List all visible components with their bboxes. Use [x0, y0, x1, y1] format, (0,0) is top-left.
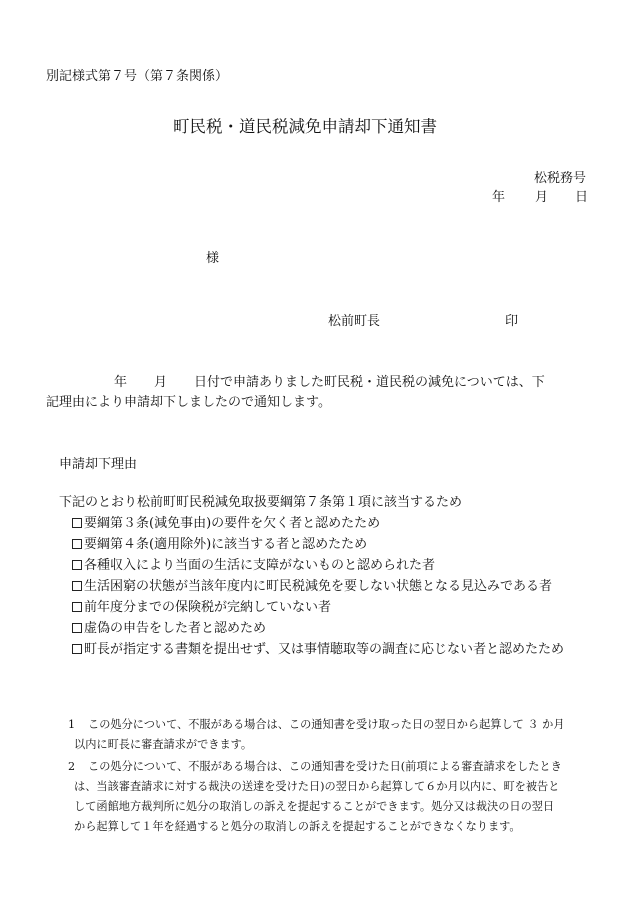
reason-item	[72, 643, 564, 656]
note-line: 以内に町長に審査請求ができます。	[74, 738, 253, 751]
date-day: 日	[575, 190, 589, 205]
checkbox	[72, 518, 82, 528]
checkbox	[72, 644, 82, 654]
checkbox	[72, 539, 82, 549]
checkbox	[72, 602, 82, 612]
reason-text: 要綱第３条(減免事由)の要件を欠く者と認めたため	[84, 516, 381, 531]
reason-item	[72, 622, 266, 635]
form-label: 別記様式第７号（第７条関係）	[46, 69, 229, 84]
body-year: 年	[114, 375, 128, 390]
seal-mark: 印	[505, 314, 519, 329]
body-text-line1: 日付で申請ありました町民税・道民税の減免については、下	[194, 375, 545, 390]
note-number: 2	[68, 760, 76, 773]
reason-text: 前年度分までの保険税が完納していない者	[84, 600, 332, 615]
reason-item	[72, 538, 367, 551]
reason-intro: 下記のとおり松前町町民税減免取扱要綱第７条第１項に該当するため	[59, 495, 463, 510]
note-number: 1	[68, 718, 76, 731]
document-number: 松税務号	[534, 171, 587, 186]
reason-item	[72, 559, 435, 572]
body-month: 月	[154, 375, 168, 390]
recipient-suffix: 様	[206, 251, 220, 266]
note-line: この処分について、不服がある場合は、この通知書を受けた日(前項による審査請求をしたとき	[88, 760, 562, 773]
note-line: は、当該審査請求に対する裁決の送達を受けた日)の翌日から起算して６か月以内に、町を被告と	[74, 780, 560, 793]
reason-text: 各種収入により当面の生活に支障がないものと認められた者	[84, 558, 436, 573]
reason-text: 町長が指定する書類を提出せず、又は事情聴取等の調査に応じない者と認めたため	[84, 642, 564, 657]
checkbox	[72, 623, 82, 633]
issuer-name: 松前町長	[328, 314, 381, 329]
checkbox	[72, 560, 82, 570]
note-line: から起算して１年を経過すると処分の取消しの訴えを提起することができなくなります。	[74, 820, 521, 833]
date-year: 年	[492, 190, 506, 205]
reason-heading: 申請却下理由	[59, 457, 138, 472]
reason-item	[72, 580, 552, 593]
reason-item	[72, 517, 380, 530]
reason-item	[72, 601, 331, 614]
reason-text: 虚偽の申告をした者と認めため	[84, 621, 267, 636]
reason-text: 生活困窮の状態が当該年度内に町民税減免を要しない状態となる見込みである者	[84, 579, 553, 594]
checkbox	[72, 581, 82, 591]
note-line: この処分について、不服がある場合は、この通知書を受け取った日の翌日から起算して ３ か月	[88, 718, 565, 731]
reason-text: 要綱第４条(適用除外)に該当する者と認めたため	[84, 537, 368, 552]
date-month: 月	[535, 190, 549, 205]
note-line: して函館地方裁判所に処分の取消しの訴えを提起することができます。処分又は裁決の日の翌日	[74, 800, 555, 813]
document-title: 町民税・道民税減免申請却下通知書	[173, 117, 437, 136]
body-text-line2: 記理由により申請却下しましたので通知します。	[46, 395, 331, 410]
